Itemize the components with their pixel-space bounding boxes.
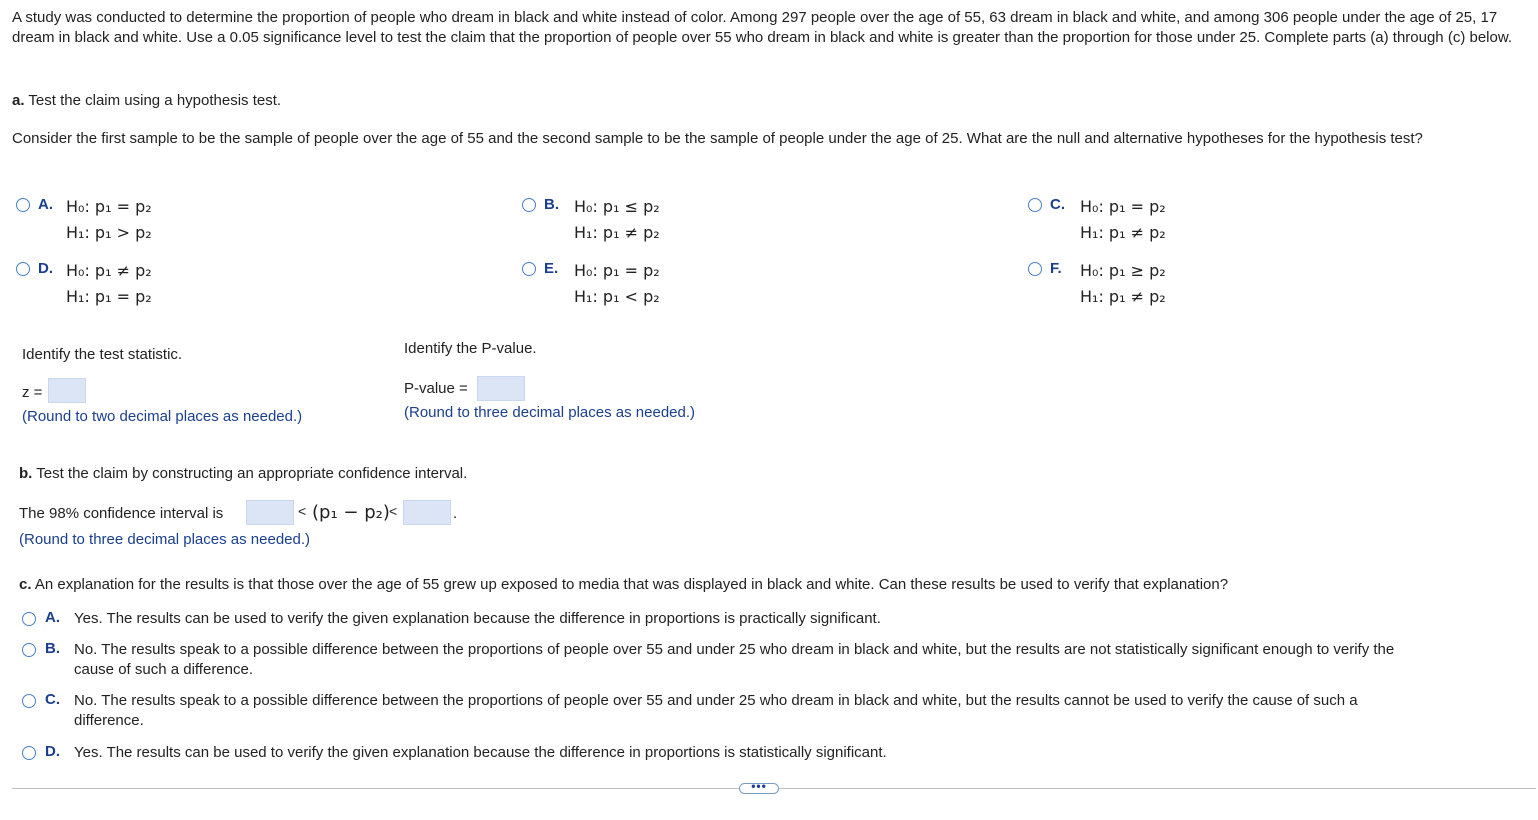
alt-hypothesis: H₁: p₁ > p₂	[66, 223, 152, 242]
part-b-heading	[19, 465, 467, 482]
part-a-text: Test the claim using a hypothesis test.	[24, 92, 282, 109]
option-letter: A.	[38, 196, 53, 213]
alt-hypothesis: H₁: p₁ ≠ p₂	[1080, 223, 1166, 242]
part-b-text: Test the claim by constructing an appropriate confidence interval.	[32, 465, 468, 482]
alt-hypothesis: H₁: p₁ ≠ p₂	[1080, 287, 1166, 306]
option-text: No. The results speak to a possible difference between the proportions of people over 55 and under 25 who dream in black and white, but the results are not statistically significant enough to verify the cause of such a difference.	[74, 641, 1395, 678]
hyp-option-a[interactable]	[16, 194, 216, 248]
explanation-option-c[interactable]	[22, 691, 1512, 733]
option-letter: B.	[544, 196, 559, 213]
part-c-label: c.	[19, 576, 32, 593]
radio-b[interactable]	[522, 198, 536, 212]
part-a-label: a.	[12, 92, 25, 109]
option-letter: C.	[1050, 196, 1065, 213]
radio-e[interactable]	[522, 262, 536, 276]
alt-hypothesis: H₁: p₁ = p₂	[66, 287, 152, 306]
test-stat-prompt: Identify the test statistic.	[22, 346, 183, 363]
more-button[interactable]: •••	[739, 783, 779, 794]
radio-f[interactable]	[1028, 262, 1042, 276]
ci-upper-input[interactable]	[403, 500, 451, 525]
z-input[interactable]	[48, 378, 86, 403]
alt-hypothesis: H₁: p₁ ≠ p₂	[574, 223, 660, 242]
null-hypothesis: H₀: p₁ ≠ p₂	[66, 261, 152, 280]
pvalue-round-hint: (Round to three decimal places as needed.)	[404, 404, 696, 421]
part-c-heading	[19, 576, 1228, 593]
ci-lower-input[interactable]	[246, 500, 294, 525]
option-letter: A.	[45, 609, 60, 626]
explanation-option-a[interactable]	[22, 609, 1512, 631]
explanation-option-d[interactable]	[22, 743, 1512, 765]
option-letter: B.	[45, 640, 60, 657]
ci-round-hint: (Round to three decimal places as needed.)	[19, 531, 311, 548]
hyp-option-f[interactable]	[1028, 258, 1228, 312]
z-round-hint: (Round to two decimal places as needed.)	[22, 408, 303, 425]
part-b-label: b.	[19, 465, 33, 482]
ci-text: The 98% confidence interval is	[19, 505, 224, 522]
hyp-option-d[interactable]	[16, 258, 216, 312]
option-text: Yes. The results can be used to verify the given explanation because the difference in proportions is statistically significant.	[74, 744, 887, 761]
hyp-option-c[interactable]	[1028, 194, 1228, 248]
null-hypothesis: H₀: p₁ = p₂	[66, 197, 152, 216]
part-a-heading	[12, 92, 281, 109]
radio-c-b[interactable]	[22, 643, 36, 657]
hyp-option-b[interactable]	[522, 194, 722, 248]
option-letter: D.	[45, 743, 60, 760]
null-hypothesis: H₀: p₁ = p₂	[1080, 197, 1166, 216]
option-letter: E.	[544, 260, 559, 277]
radio-c-c[interactable]	[22, 694, 36, 708]
radio-d[interactable]	[16, 262, 30, 276]
z-label: z =	[22, 384, 43, 401]
option-letter: F.	[1050, 260, 1062, 277]
period: .	[453, 505, 458, 522]
radio-c-d[interactable]	[22, 746, 36, 760]
lt-sign-1: <	[298, 503, 307, 519]
explanation-option-b[interactable]	[22, 640, 1512, 682]
pvalue-prompt: Identify the P-value.	[404, 340, 537, 357]
hypotheses-question: Consider the first sample to be the sample of people over the age of 55 and the second sample to be the sample of people under the age of 25. What are the null and alternative hypotheses for the hypothesis test?	[12, 130, 1423, 147]
option-text: No. The results speak to a possible difference between the proportions of people over 55 and under 25 who dream in black and white, but the results cannot be used to verify the cause of such a difference.	[74, 692, 1358, 729]
alt-hypothesis: H₁: p₁ < p₂	[574, 287, 660, 306]
ci-expression: (p₁ − p₂)	[312, 502, 390, 523]
null-hypothesis: H₀: p₁ ≤ p₂	[574, 197, 660, 216]
problem-intro: A study was conducted to determine the proportion of people who dream in black and white instead of color. Among 297 people over the age of 55, 63 dream in black and white, and among 306 people under the age of 25, 17 dream in black and white. Use a 0.05 significance level to test the claim that the proportion of people over 55 who dream in black and white is greater than the proportion for those under 25. Complete parts (a) through (c) below.	[12, 9, 1513, 46]
option-text: Yes. The results can be used to verify the given explanation because the difference in proportions is practically significant.	[74, 610, 881, 627]
lt-sign-2: <	[389, 503, 398, 519]
option-letter: D.	[38, 260, 53, 277]
null-hypothesis: H₀: p₁ = p₂	[574, 261, 660, 280]
radio-a[interactable]	[16, 198, 30, 212]
part-c-text: An explanation for the results is that those over the age of 55 grew up exposed to media that was displayed in black and white. Can these results be used to verify that explanation?	[31, 576, 1229, 593]
radio-c[interactable]	[1028, 198, 1042, 212]
pvalue-input[interactable]	[477, 376, 525, 401]
pvalue-label: P-value =	[404, 380, 468, 397]
hyp-option-e[interactable]	[522, 258, 722, 312]
null-hypothesis: H₀: p₁ ≥ p₂	[1080, 261, 1166, 280]
option-letter: C.	[45, 691, 60, 708]
radio-c-a[interactable]	[22, 612, 36, 626]
